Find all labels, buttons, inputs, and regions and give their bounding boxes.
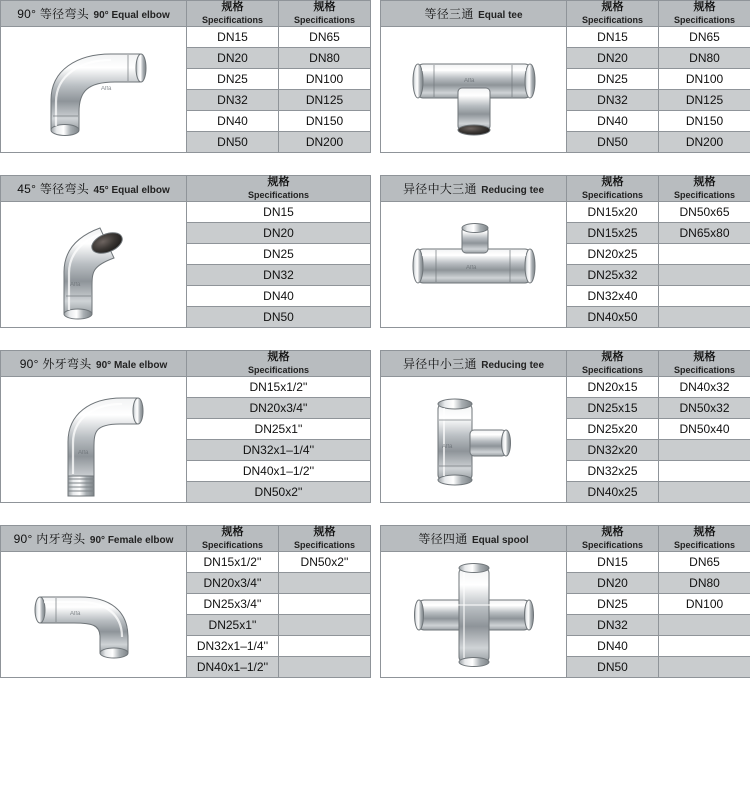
spec-cell: DN20 [187, 223, 371, 244]
fitting-table-equal-spool [380, 525, 750, 678]
fitting-name-header [381, 176, 567, 202]
spec-cell: DN15x1/2'' [187, 377, 371, 398]
spec-cell [659, 286, 750, 307]
svg-text:Alfa: Alfa [463, 77, 474, 84]
fitting-table-equal-tee [380, 0, 750, 153]
spec-header-en-2: Specifications [673, 364, 736, 375]
fitting-name-cn: 90° 等径弯头 [17, 6, 90, 21]
spec-cell: DN40x32 [659, 377, 750, 398]
spec-header-cn-2: 规格 [313, 1, 336, 13]
spec-cell: DN25x1'' [187, 615, 279, 636]
spec-header-2 [279, 1, 371, 27]
fitting-name-header [381, 1, 567, 27]
spec-header-en-2: Specifications [673, 539, 736, 550]
spec-cell: DN20 [187, 48, 279, 69]
header-row [381, 351, 750, 377]
spec-cell: DN125 [659, 90, 750, 111]
fitting-name-en: 90° Female elbow [89, 534, 174, 546]
fitting-table-reducing-tee-small [380, 350, 750, 503]
spec-cell [659, 482, 750, 503]
spec-cell: DN20x3/4'' [187, 398, 371, 419]
spec-cell: DN65 [659, 552, 750, 573]
spec-cell: DN80 [659, 48, 750, 69]
fitting-name-en: 45° Equal elbow [93, 184, 170, 196]
elbow-90-icon [1, 42, 186, 138]
table-row [1, 552, 371, 573]
fitting-name-header [1, 526, 187, 552]
spec-cell: DN20 [567, 48, 659, 69]
fitting-table-equal-elbow-45 [0, 175, 371, 328]
spec-cell [279, 657, 371, 678]
spec-header-en-1: Specifications [247, 364, 310, 375]
table-row [1, 377, 371, 398]
spec-cell: DN150 [659, 111, 750, 132]
spec-cell: DN80 [279, 48, 371, 69]
spec-header-cn-1: 规格 [267, 176, 290, 188]
table-row [381, 377, 750, 398]
fitting-table-female-elbow-90 [0, 525, 371, 678]
spec-header-cn-1: 规格 [601, 526, 624, 538]
spec-cell [659, 307, 750, 328]
spec-header-cn-2: 规格 [693, 351, 716, 363]
spec-cell: DN50 [567, 132, 659, 153]
spec-cell: DN50 [187, 307, 371, 328]
spec-cell [659, 265, 750, 286]
spec-cell: DN20x3/4'' [187, 573, 279, 594]
spec-cell: DN40 [567, 111, 659, 132]
spec-cell: DN25x15 [567, 398, 659, 419]
spec-header-2 [659, 351, 750, 377]
spec-cell: DN20x15 [567, 377, 659, 398]
spec-cell: DN32 [187, 90, 279, 111]
svg-text:Alfa: Alfa [69, 610, 80, 617]
header-row [381, 1, 750, 27]
column-gap [370, 525, 380, 678]
header-row [381, 176, 750, 202]
spec-cell: DN15 [187, 202, 371, 223]
header-row [381, 526, 750, 552]
spec-header-cn-1: 规格 [601, 1, 624, 13]
spec-cell [279, 636, 371, 657]
spec-cell: DN15x25 [567, 223, 659, 244]
column-gap [370, 0, 380, 153]
spec-cell [279, 594, 371, 615]
spec-cell: DN50x40 [659, 419, 750, 440]
row-gap [0, 503, 750, 525]
spec-cell: DN50x65 [659, 202, 750, 223]
header-row [1, 176, 371, 202]
spec-header-1 [187, 351, 371, 377]
spec-header-en-1: Specifications [581, 189, 644, 200]
spec-cell: DN40x1–1/2'' [187, 657, 279, 678]
header-row [1, 1, 371, 27]
spec-cell: DN25x1'' [187, 419, 371, 440]
spec-header-2 [659, 526, 750, 552]
spec-cell: DN15x20 [567, 202, 659, 223]
spec-header-en-2: Specifications [673, 14, 736, 25]
block-equal-tee [380, 0, 750, 153]
svg-text:Alfa: Alfa [465, 264, 476, 271]
spec-header-cn-1: 规格 [601, 176, 624, 188]
spec-cell: DN40x1–1/2'' [187, 461, 371, 482]
fitting-image-cell [381, 377, 567, 503]
spec-cell: DN125 [279, 90, 371, 111]
spec-cell: DN32x20 [567, 440, 659, 461]
spec-header-2 [659, 176, 750, 202]
spec-cell: DN65 [279, 27, 371, 48]
block-equal-spool [380, 525, 750, 678]
spec-header-1 [187, 1, 279, 27]
spec-header-2 [659, 1, 750, 27]
spec-cell: DN50x2'' [279, 552, 371, 573]
row-gap [0, 328, 750, 350]
spec-cell: DN65x80 [659, 223, 750, 244]
fitting-name-cn: 90° 外牙弯头 [19, 356, 92, 371]
spec-header-cn-2: 规格 [693, 1, 716, 13]
spec-header-1 [567, 1, 659, 27]
elbow-45-icon [1, 210, 186, 320]
spec-cell: DN20 [567, 573, 659, 594]
spec-cell: DN40 [567, 636, 659, 657]
spec-cell [659, 244, 750, 265]
spec-cell: DN25 [567, 69, 659, 90]
fitting-image-cell [1, 27, 187, 153]
svg-text:Alfa: Alfa [69, 281, 80, 288]
block-reducing-tee-big [380, 175, 750, 328]
spec-header-cn-2: 规格 [693, 176, 716, 188]
spec-cell: DN100 [659, 69, 750, 90]
fitting-name-en: Equal spool [471, 534, 529, 546]
spec-header-en-1: Specifications [581, 364, 644, 375]
male-elbow-icon [1, 380, 186, 500]
block-female-elbow-90 [0, 525, 370, 678]
fitting-name-cn: 等径三通 [424, 6, 474, 21]
spec-cell: DN32 [187, 265, 371, 286]
spec-cell: DN50 [187, 132, 279, 153]
spec-header-cn-1: 规格 [601, 351, 624, 363]
fitting-image-cell [1, 377, 187, 503]
spec-cell: DN50x2'' [187, 482, 371, 503]
spec-header-en-1: Specifications [201, 539, 264, 550]
fitting-table-male-elbow-90 [0, 350, 371, 503]
spec-cell: DN32x25 [567, 461, 659, 482]
table-row [1, 202, 371, 223]
block-equal-elbow-90 [0, 0, 370, 153]
spec-cell: DN40 [187, 286, 371, 307]
spec-cell: DN50x32 [659, 398, 750, 419]
spec-cell: DN40x25 [567, 482, 659, 503]
spec-cell: DN100 [659, 594, 750, 615]
spec-cell: DN32 [567, 615, 659, 636]
block-reducing-tee-small [380, 350, 750, 503]
fitting-name-en: 90° Equal elbow [93, 9, 170, 21]
svg-text:Alfa: Alfa [100, 85, 111, 92]
block-equal-elbow-45 [0, 175, 370, 328]
fitting-image-cell [381, 552, 567, 678]
spec-header-en-2: Specifications [673, 189, 736, 200]
spec-cell [279, 615, 371, 636]
spec-header-en-1: Specifications [201, 14, 264, 25]
spec-cell [659, 636, 750, 657]
spec-cell [659, 657, 750, 678]
spec-cell: DN25x32 [567, 265, 659, 286]
spec-cell: DN32 [567, 90, 659, 111]
spec-cell: DN100 [279, 69, 371, 90]
fitting-table-equal-elbow-90 [0, 0, 371, 153]
fitting-name-header [1, 1, 187, 27]
spec-cell: DN150 [279, 111, 371, 132]
fitting-name-header [1, 176, 187, 202]
spec-cell: DN40 [187, 111, 279, 132]
female-elbow-icon [1, 567, 186, 663]
spec-header-cn-2: 规格 [313, 526, 336, 538]
table-row [1, 27, 371, 48]
spec-cell: DN65 [659, 27, 750, 48]
spec-cell: DN25 [187, 244, 371, 265]
fitting-name-header [381, 526, 567, 552]
fitting-name-en: Equal tee [478, 9, 523, 21]
spec-cell: DN200 [279, 132, 371, 153]
spec-header-cn-2: 规格 [693, 526, 716, 538]
fitting-name-en: 90° Male elbow [96, 359, 168, 371]
block-male-elbow-90 [0, 350, 370, 503]
spec-cell: DN200 [659, 132, 750, 153]
spec-cell: DN25x20 [567, 419, 659, 440]
table-row [381, 27, 750, 48]
spec-cell: DN40x50 [567, 307, 659, 328]
spec-cell: DN15x1/2'' [187, 552, 279, 573]
table-row [381, 202, 750, 223]
spec-cell: DN25x3/4'' [187, 594, 279, 615]
spec-cell: DN20x25 [567, 244, 659, 265]
spec-cell: DN80 [659, 573, 750, 594]
spec-header-1 [567, 176, 659, 202]
spec-cell [659, 461, 750, 482]
spec-cell: DN25 [567, 594, 659, 615]
spec-header-cn-1: 规格 [267, 351, 290, 363]
cross-icon [381, 560, 566, 670]
fitting-name-en: Reducing tee [481, 184, 545, 196]
fitting-name-cn: 45° 等径弯头 [17, 181, 90, 196]
spec-header-en-2: Specifications [293, 539, 356, 550]
fitting-name-header [1, 351, 187, 377]
row-gap [0, 153, 750, 175]
reducing-tee-small-icon [381, 390, 566, 490]
spec-header-1 [187, 176, 371, 202]
fitting-image-cell [1, 552, 187, 678]
fitting-name-en: Reducing tee [481, 359, 545, 371]
spec-cell: DN15 [567, 27, 659, 48]
spec-cell: DN15 [187, 27, 279, 48]
spec-cell: DN25 [187, 69, 279, 90]
spec-cell: DN32x1–1/4'' [187, 636, 279, 657]
fitting-table-reducing-tee-big [380, 175, 750, 328]
header-row [1, 351, 371, 377]
spec-header-1 [567, 526, 659, 552]
fitting-name-header [381, 351, 567, 377]
table-row [381, 552, 750, 573]
svg-text:Alfa: Alfa [441, 443, 452, 450]
spec-header-cn-1: 规格 [221, 1, 244, 13]
fitting-name-cn: 等径四通 [418, 531, 468, 546]
spec-header-cn-1: 规格 [221, 526, 244, 538]
spec-header-en-1: Specifications [247, 189, 310, 200]
spec-header-1 [567, 351, 659, 377]
spec-cell [279, 573, 371, 594]
fitting-image-cell [381, 202, 567, 328]
spec-header-en-1: Specifications [581, 14, 644, 25]
fitting-name-cn: 90° 内牙弯头 [13, 531, 86, 546]
svg-text:Alfa: Alfa [77, 449, 88, 456]
fitting-image-cell [1, 202, 187, 328]
spec-cell: DN15 [567, 552, 659, 573]
column-gap [370, 175, 380, 328]
spec-cell: DN32x1–1/4'' [187, 440, 371, 461]
fitting-name-cn: 异径中小三通 [402, 356, 477, 371]
spec-cell [659, 440, 750, 461]
fitting-image-cell [381, 27, 567, 153]
reducing-tee-icon [381, 219, 566, 311]
spec-cell [659, 615, 750, 636]
fitting-name-cn: 异径中大三通 [402, 181, 477, 196]
spec-cell: DN50 [567, 657, 659, 678]
header-row [1, 526, 371, 552]
spec-header-2 [279, 526, 371, 552]
column-gap [370, 350, 380, 503]
spec-header-en-1: Specifications [581, 539, 644, 550]
spec-header-en-2: Specifications [293, 14, 356, 25]
spec-header-1 [187, 526, 279, 552]
tee-icon [381, 42, 566, 138]
spec-cell: DN32x40 [567, 286, 659, 307]
